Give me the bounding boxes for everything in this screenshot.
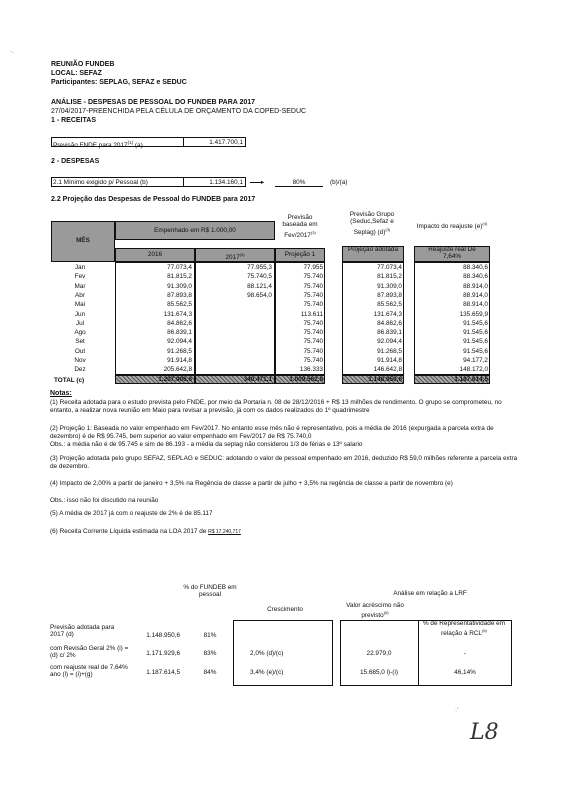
cell-2016: 77.073,4 xyxy=(167,264,192,271)
total-2017: 340.471,1 xyxy=(243,376,272,383)
lrf-divider xyxy=(418,620,419,686)
cell-2017: 77.955,3 xyxy=(247,264,272,271)
arrow-head-icon: ▸ xyxy=(261,178,265,186)
bottom-row-pct: 84% xyxy=(203,669,217,676)
cell-reajuste: 148.172,0 xyxy=(459,366,488,374)
cell-adotada: 77.073,4 xyxy=(377,264,402,271)
header-projecao1: Projeção 1 xyxy=(284,251,316,258)
receita-divider xyxy=(183,137,184,147)
scan-mark: ·. xyxy=(10,48,14,55)
meeting-title: REUNIÃO FUNDEB xyxy=(51,61,115,68)
bottom-row-value: 1.187.614,5 xyxy=(146,669,180,676)
cell-adotada: 146.642,8 xyxy=(373,366,402,374)
cell-projecao1: 75.740 xyxy=(303,291,323,299)
cell-2016: 85.562,5 xyxy=(167,301,192,309)
meeting-location: LOCAL: SEFAZ xyxy=(51,70,102,77)
cell-projecao1: 75.740 xyxy=(303,338,323,346)
bottom-head-cresc: Crescimento xyxy=(267,606,303,613)
section-projecao: 2.2 Projeção das Despesas de Pessoal do FUNDEB para 2017 xyxy=(51,196,256,203)
cell-adotada: 85.562,5 xyxy=(377,301,402,309)
cell-adotada: 84.862,6 xyxy=(377,319,402,327)
bottom-row-repr: 46,14% xyxy=(454,669,476,676)
table-column-frame xyxy=(115,262,195,375)
table-column-frame xyxy=(195,262,275,375)
cell-reajuste: 91.545,6 xyxy=(463,319,488,327)
cell-projecao1: 136.333 xyxy=(299,366,323,374)
cell-mes: Nov xyxy=(74,357,86,364)
minimo-value: 1.134.160,1 xyxy=(209,178,243,186)
bottom-row-acrescimo: 22.979,0 xyxy=(366,650,392,657)
filled-by: 27/04/2017-PREENCHIDA PELA CÉLULA DE ORÇAMENTO DA COPED-SEDUC xyxy=(51,108,307,115)
cell-projecao1: 75.740 xyxy=(303,282,323,290)
cell-mes: Mai xyxy=(74,301,86,309)
cell-2016: 81.815,2 xyxy=(167,273,192,281)
cell-mes: Out xyxy=(74,347,86,355)
header-reajuste: Reajuste real De 7,64% xyxy=(428,246,476,261)
total-adotada: 1.148.950,6 xyxy=(368,376,402,383)
bottom-row-label: com Revisão Geral 2% (i) = (d) c/ 2% xyxy=(50,645,129,660)
bottom-row-repr: - xyxy=(463,650,467,657)
cell-reajuste: 88.340,6 xyxy=(463,264,488,271)
total-proj1: 1.009.562,8 xyxy=(289,376,323,383)
note-5: (5) A média de 2017 já com o reajuste de 2% é de 85.117 xyxy=(50,510,213,517)
section-receitas: 1 - RECEITAS xyxy=(51,117,96,124)
minimo-percent: 80% xyxy=(292,178,306,186)
notes-title: Notas: xyxy=(50,390,72,397)
cell-mes: Mar xyxy=(74,282,86,290)
cell-reajuste: 88.914,0 xyxy=(463,301,488,309)
cell-projecao1: 75.740 xyxy=(303,357,323,364)
bottom-row-cresc: 3,4% (e)/(c) xyxy=(250,669,284,676)
cell-reajuste: 94.177,2 xyxy=(463,357,488,364)
cell-adotada: 87.893,8 xyxy=(377,291,402,299)
cell-reajuste: 91.545,6 xyxy=(463,347,488,355)
header-2016: 2016 xyxy=(147,251,163,258)
analysis-title: ANÁLISE - DESPESAS DE PESSOAL DO FUNDEB PARA 2017 xyxy=(51,99,256,106)
cell-projecao1: 77.955 xyxy=(303,264,323,271)
bottom-row-acrescimo: 15.685,0 l)-(i) xyxy=(359,669,398,676)
cell-projecao1: 75.740 xyxy=(303,273,323,281)
note-4: (4) Impacto de 2,00% a partir de janeiro + 3,5% na Regência de classe a partir de julho + 3,5% na regência de classe a partir de novembro (e) xyxy=(50,480,453,487)
cell-adotada: 81.815,2 xyxy=(377,273,402,281)
cell-2016: 91.268,5 xyxy=(167,347,192,355)
cell-mes: Ago xyxy=(74,329,86,337)
header-impacto: Impacto do reajuste $(e)^{(4)}$ xyxy=(416,221,488,231)
cell-2016: 91.914,8 xyxy=(167,357,192,364)
bottom-head-repr: % de Representatividade em relação à RCL$^{(6)}$ xyxy=(422,620,506,638)
header-2017: 2017$^{(5)}$ xyxy=(225,252,245,262)
cell-adotada: 91.914,8 xyxy=(377,357,402,364)
cell-reajuste: 135.659,9 xyxy=(459,310,488,318)
minimo-ratio: (b)/(a) xyxy=(330,178,348,186)
bottom-row-label: com reajuste real de 7,64% ano (l) = (i)+(g) xyxy=(50,664,128,679)
cell-2016: 92.094,4 xyxy=(167,338,192,346)
cell-projecao1: 75.740 xyxy=(303,319,323,327)
header-previsao: Previsão baseada em Fev/2017$^{(3)}$ xyxy=(282,214,318,239)
handwritten-page-number: L8 xyxy=(470,720,499,745)
cell-projecao1: 75.740 xyxy=(303,347,323,355)
cell-mes: Set xyxy=(75,338,85,346)
cell-projecao1: 75.740 xyxy=(303,301,323,309)
section-despesas: 2 - DESPESAS xyxy=(51,158,100,165)
cell-2016: 86.839,1 xyxy=(167,329,192,337)
cell-mes: Jul xyxy=(75,319,85,327)
cell-reajuste: 91.545,6 xyxy=(463,338,488,346)
cell-mes: Dez xyxy=(74,366,86,374)
cell-2017: 88.121,4 xyxy=(247,282,272,290)
cell-2017: 75.740,5 xyxy=(247,273,272,281)
bottom-row-cresc: 2,0% (d)/(c) xyxy=(250,650,284,657)
cell-reajuste: 88.340,6 xyxy=(463,273,488,281)
meeting-participants: Participantes: SEPLAG, SEFAZ e SEDUC xyxy=(51,79,187,86)
bottom-row-value: 1.148.950,6 xyxy=(146,632,180,639)
cell-adotada: 86.839,1 xyxy=(377,329,402,337)
note-4-obs: Obs.: isso não foi discutido na reunião xyxy=(50,497,159,504)
cell-2016: 87.893,8 xyxy=(167,291,192,299)
table-column-frame xyxy=(414,262,490,375)
bottom-head-pct: % do FUNDEB em pessoal xyxy=(183,584,237,599)
bottom-row-label: Previsão adotada para 2017 (d) xyxy=(50,624,115,639)
cell-mes: Jan xyxy=(74,264,86,271)
bottom-row-value: 1.171.929,6 xyxy=(146,650,180,657)
cell-mes: Fev xyxy=(74,273,86,281)
cell-projecao1: 113.611 xyxy=(300,310,323,318)
note-6: (6) Receita Corrente Líquida estimada na LOA 2017 de R$ 17.240,717 xyxy=(50,528,241,535)
cell-adotada: 131.674,3 xyxy=(373,310,402,318)
bottom-row-pct: 83% xyxy=(203,650,217,657)
cell-mes: Abr xyxy=(75,291,85,299)
header-empenhado: Empenhado em R$ 1.000,00 xyxy=(154,227,236,234)
cell-mes: Jun xyxy=(74,310,86,318)
bottom-row-pct: 81% xyxy=(203,632,217,639)
note-1: (1) Receita adotada para o estudo prevista pelo FNDE, por meio da Portaria n. 08 de 28/12/2016 + R$ 13 milhões de rendimento. O grupo se comprometeu, no entanto, a realizar nova reunião em Maio para revisar a previsão, já com os dados realizados do 1º quadrimestre xyxy=(50,399,502,414)
header-grupo: Previsão Grupo (Seduc,Sefaz e Seplag) $(d)^{(3)}$ xyxy=(349,211,395,236)
total-reajuste: 1.187.614,5 xyxy=(454,376,488,383)
cell-2016: 205.642,8 xyxy=(163,366,192,374)
cell-adotada: 91.268,5 xyxy=(377,347,402,355)
receita-value: 1.417.700,1 xyxy=(209,138,243,146)
table-column-frame xyxy=(275,262,325,375)
header-mes: MÊS xyxy=(76,237,90,244)
cell-reajuste: 88.914,0 xyxy=(463,291,488,299)
note-3: (3) Projeção adotada pelo grupo SEFAZ, SEPLAG e SEDUC: adotando o valor de pessoal empenhado em 2016, deduzido R$ 59,0 milhões referente a parcela extra de dezembro. xyxy=(50,455,518,470)
note-2: (2) Projeção 1: Baseada no valor empenhado em Fev/2017. No entanto esse mês não é representativo, pois a média de 2016 (expurgada a parcela extra de dezembro) é de R$ 95.745, bem superior ao valor empenhado em Fev/2017 de R$ 75.740,0 xyxy=(50,425,494,440)
bottom-head-lrf: Análise em relação a LRF xyxy=(393,590,467,597)
cell-adotada: 91.309,0 xyxy=(377,282,402,290)
cell-projecao1: 75.740 xyxy=(303,329,323,337)
minimo-divider xyxy=(183,177,184,187)
cell-adotada: 92.094,4 xyxy=(377,338,402,346)
cell-2016: 84.862,6 xyxy=(167,319,192,327)
percent-underline xyxy=(275,186,323,187)
receita-label: Previsão FNDE para 2017$^{(1)}$ (a) xyxy=(53,139,143,149)
minimo-label: 2.1 Mínimo exigido p/ Pessoal (b) xyxy=(53,178,148,186)
total-label: TOTAL (c) xyxy=(54,377,85,384)
cell-2016: 91.309,0 xyxy=(167,282,192,290)
cell-reajuste: 88.914,0 xyxy=(463,282,488,290)
cell-2016: 131.674,3 xyxy=(163,310,192,318)
total-2016: 1.207.906,6 xyxy=(158,376,192,383)
handwriting-mark: ·ʼ xyxy=(455,707,459,714)
cell-reajuste: 91.545,6 xyxy=(463,329,488,337)
header-adotada: Projeção adotada xyxy=(347,246,399,253)
note-2-obs: Obs.: a média não é de 95.745 e sim de 86.193 - a média da seplag não considerou 1/3 de férias e 13º salario xyxy=(50,441,363,448)
cell-2017: 98.654,0 xyxy=(247,291,272,299)
bottom-head-acrescimo: Valor acréscimo não previsto$^{(6)}$ xyxy=(346,602,404,620)
table-column-frame xyxy=(342,262,404,375)
